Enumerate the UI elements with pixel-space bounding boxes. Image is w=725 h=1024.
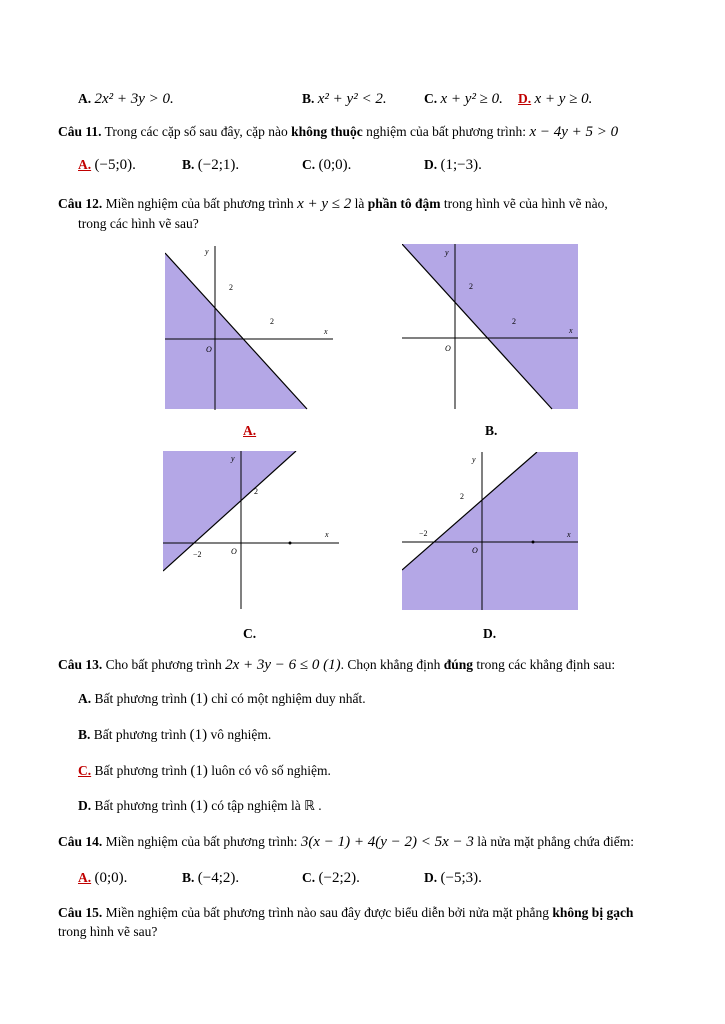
q10-option-d[interactable]: D. x + y ≥ 0. (518, 91, 593, 107)
graph-c-origin: O (231, 547, 237, 556)
graph-a-y-tick: 2 (229, 283, 233, 292)
graph-b-shade (402, 244, 578, 409)
q14-option-d[interactable]: D. (−5;3). (424, 870, 482, 886)
q12-stem: Câu 12. Miền nghiệm của bất phương trình x + y ≤ 2 là phần tô đậm trong hình vẽ của hình vẽ nào, (58, 196, 608, 212)
graph-d-axis-dot (532, 541, 535, 544)
graph-c-x-tick: −2 (193, 550, 202, 559)
graph-b-x-label: x (569, 326, 573, 335)
q15-stem: Câu 15. Miền nghiệm của bất phương trình nào sau đây được biểu diễn bởi nửa mặt phẳng không bị gạch (58, 905, 634, 920)
graph-a-y-label: y (205, 247, 209, 256)
q14-stem: Câu 14. Miền nghiệm của bất phương trình: 3(x − 1) + 4(y − 2) < 5x − 3 là nửa mặt phẳng chứa điểm: (58, 834, 634, 850)
graph-b-y-tick: 2 (469, 282, 473, 291)
graph-c[interactable] (163, 451, 341, 611)
q12-stem-line2: trong các hình vẽ sau? (78, 216, 199, 231)
graph-b[interactable] (402, 244, 580, 410)
graph-b-origin: O (445, 344, 451, 353)
graph-b-y-label: y (445, 248, 449, 257)
q13-option-a[interactable]: A. Bất phương trình (1) chỉ có một nghiệm duy nhất. (78, 691, 366, 707)
q10-option-c[interactable]: C. x + y² ≥ 0. (424, 91, 503, 107)
q10-option-b[interactable]: B. x² + y² < 2. (302, 91, 387, 107)
graph-d-caption: D. (483, 626, 497, 641)
graph-c-y-tick: 2 (254, 487, 258, 496)
graph-a-origin: O (206, 345, 212, 354)
graph-c-x-label: x (325, 530, 329, 539)
graph-c-y-label: y (231, 454, 235, 463)
q11-option-c[interactable]: C. (0;0). (302, 157, 352, 173)
graph-a-x-tick: 2 (270, 317, 274, 326)
q14-option-b[interactable]: B. (−4;2). (182, 870, 240, 886)
q11-option-b[interactable]: B. (−2;1). (182, 157, 240, 173)
q14-option-c[interactable]: C. (−2;2). (302, 870, 360, 886)
q13-option-c[interactable]: C. Bất phương trình (1) luôn có vô số nghiệm. (78, 763, 331, 779)
q15-stem-line2: trong hình vẽ sau? (58, 924, 158, 939)
q14-option-a[interactable]: A. (0;0). (78, 870, 128, 886)
graph-d-origin: O (472, 546, 478, 555)
q13-option-d[interactable]: D. Bất phương trình (1) có tập nghiệm là ℝ . (78, 798, 322, 814)
graph-b-caption: B. (485, 423, 498, 438)
q10-option-a[interactable]: A. 2x² + 3y > 0. (78, 91, 174, 107)
graph-a[interactable] (165, 246, 335, 412)
graph-a-caption: A. (243, 423, 257, 438)
q11-stem: Câu 11. Trong các cặp số sau đây, cặp nào không thuộc nghiệm của bất phương trình: x − 4y + 5 > 0 (58, 124, 619, 140)
graph-b-x-tick: 2 (512, 317, 516, 326)
graph-c-caption: C. (243, 626, 257, 641)
q13-option-b[interactable]: B. Bất phương trình (1) vô nghiệm. (78, 727, 272, 743)
graph-d-y-label: y (472, 455, 476, 464)
graph-c-axis-dot (289, 542, 292, 545)
graph-d-x-tick: −2 (419, 529, 428, 538)
graph-a-x-label: x (324, 327, 328, 336)
q13-stem: Câu 13. Cho bất phương trình 2x + 3y − 6 ≤ 0 (1). Chọn khẳng định đúng trong các khẳng định sau: (58, 657, 616, 673)
q11-option-d[interactable]: D. (1;−3). (424, 157, 482, 173)
graph-d-x-label: x (567, 530, 571, 539)
graph-d-y-tick: 2 (460, 492, 464, 501)
graph-d[interactable] (402, 452, 580, 612)
graph-d-shade (402, 452, 578, 610)
q11-option-a[interactable]: A. (−5;0). (78, 157, 136, 173)
